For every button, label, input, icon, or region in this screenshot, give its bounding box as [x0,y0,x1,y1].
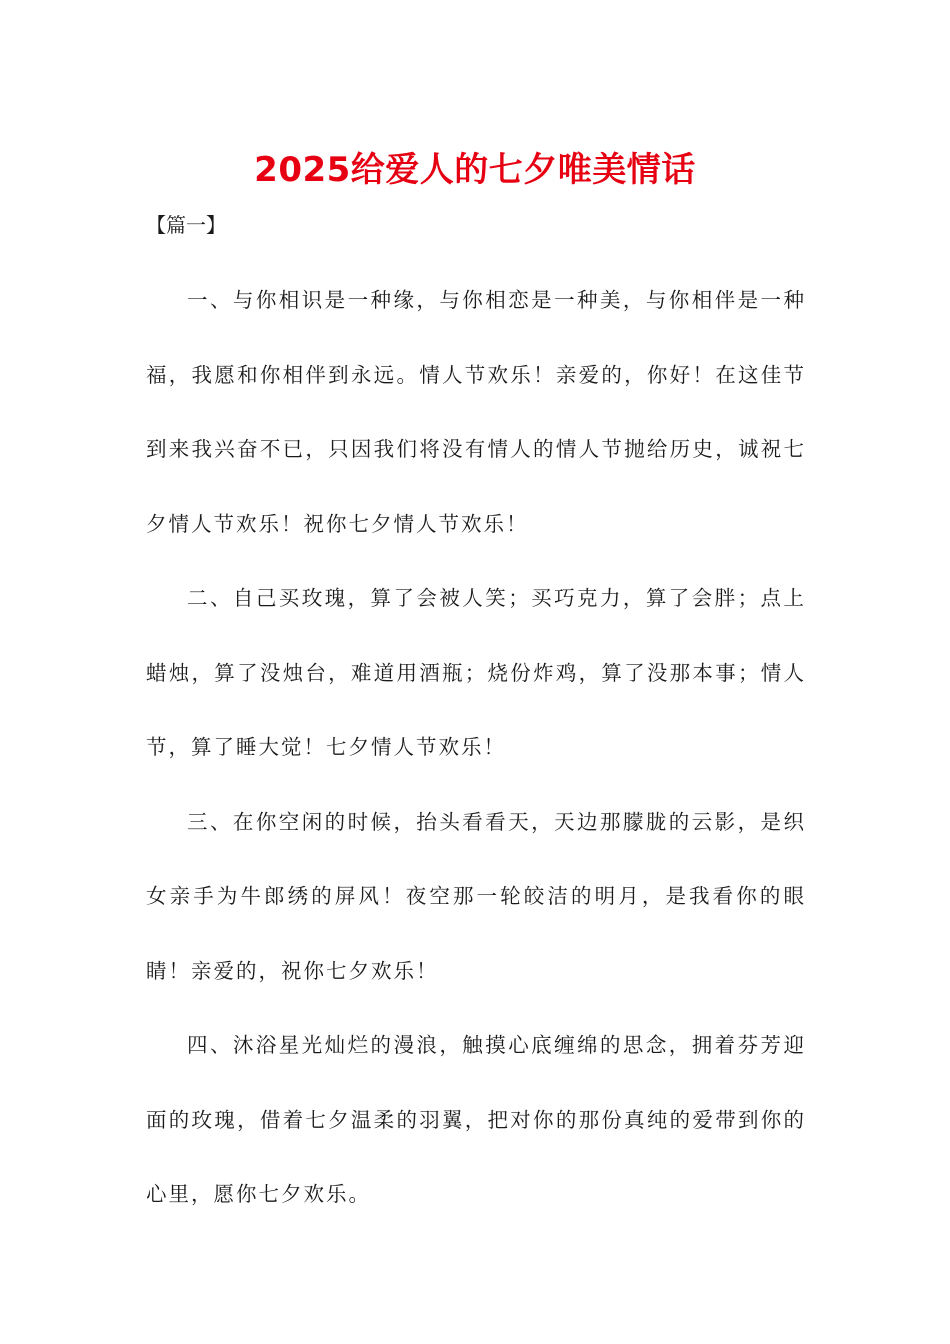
document-body [146,263,806,1232]
paragraph-4: 四、沐浴星光灿烂的漫浪，触摸心底缠绵的思念，拥着芬芳迎面的玫瑰，借着七夕温柔的羽翼，把对你的那份真纯的爱带到你的心里，愿你七夕欢乐。 [146,1033,806,1206]
document-title: 2025给爱人的七夕唯美情话 [254,150,696,190]
paragraph-2: 二、自己买玫瑰，算了会被人笑；买巧克力，算了会胖；点上蜡烛，算了没烛台，难道用酒瓶；烧份炸鸡，算了没那本事；情人节，算了睡大觉！七夕情人节欢乐！ [146,586,806,759]
paragraph-1: 一、与你相识是一种缘，与你相恋是一种美，与你相伴是一种福，我愿和你相伴到永远。情人节欢乐！亲爱的，你好！在这佳节到来我兴奋不已，只因我们将没有情人的情人节抛给历史，诚祝七夕情人节欢乐！祝你七夕情人节欢乐！ [146,288,806,536]
paragraph-3: 三、在你空闲的时候，抬头看看天，天边那朦胧的云影，是织女亲手为牛郎绣的屏风！夜空那一轮皎洁的明月，是我看你的眼睛！亲爱的，祝你七夕欢乐！ [146,809,806,983]
section-label: 【篇一】 [146,213,226,237]
